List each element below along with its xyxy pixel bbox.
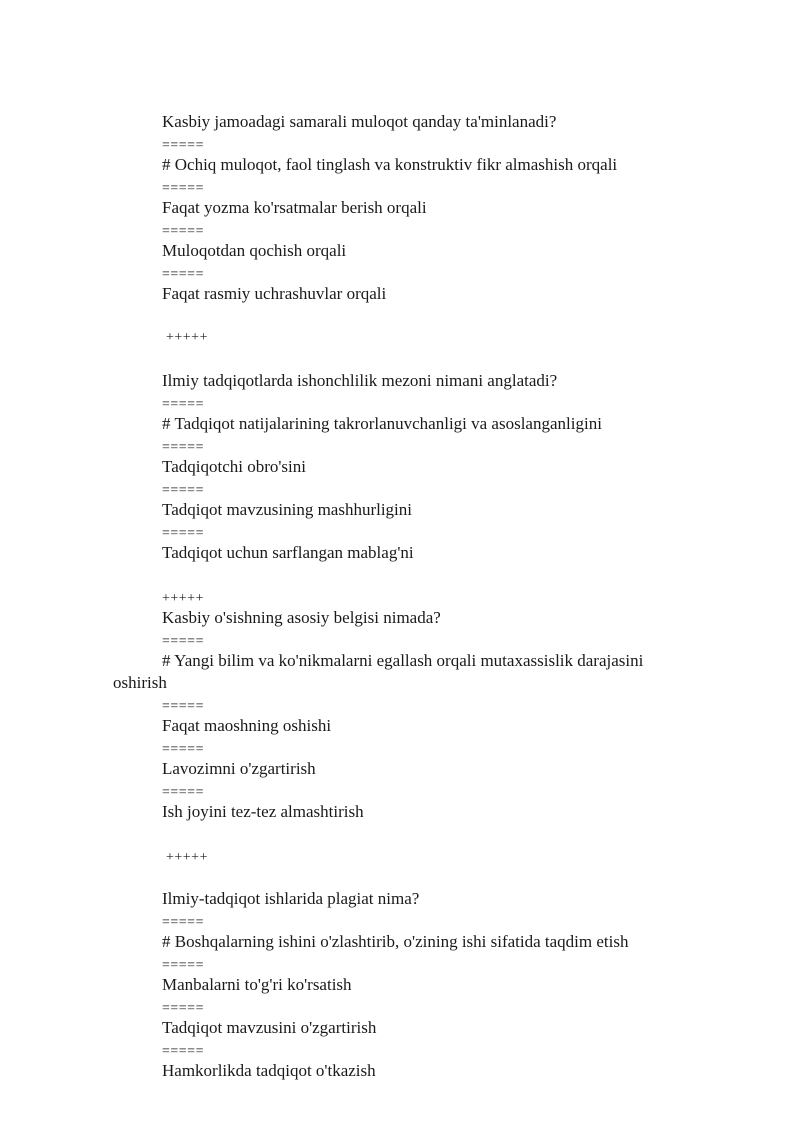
answer-option: Ish joyini tez-tez almashtirish xyxy=(162,802,364,821)
block-separator: +++++ xyxy=(166,330,208,345)
answer-option: Tadqiqot mavzusining mashhurligini xyxy=(162,500,413,519)
separator: ===== xyxy=(162,915,204,930)
answer-option: Lavozimni o'zgartirish xyxy=(162,759,316,778)
separator: ===== xyxy=(162,397,204,412)
question-2: Ilmiy tadqiqotlarda ishonchlilik mezoni nimani anglatadi? xyxy=(162,371,558,390)
answer-option: Hamkorlikda tadqiqot o'tkazish xyxy=(162,1061,376,1080)
answer-option: Muloqotdan qochish orqali xyxy=(162,241,347,260)
separator: ===== xyxy=(162,224,204,239)
block-separator: +++++ xyxy=(162,591,204,606)
answer-correct-3-continued: oshirish xyxy=(113,673,167,692)
question-3: Kasbiy o'sishning asosiy belgisi nimada? xyxy=(162,608,441,627)
separator: ===== xyxy=(162,699,204,714)
separator: ===== xyxy=(162,742,204,757)
block-separator: +++++ xyxy=(166,850,208,865)
separator: ===== xyxy=(162,483,204,498)
separator: ===== xyxy=(162,138,204,153)
separator: ===== xyxy=(162,958,204,973)
question-4: Ilmiy-tadqiqot ishlarida plagiat nima? xyxy=(162,889,420,908)
separator: ===== xyxy=(162,181,204,196)
separator: ===== xyxy=(162,634,204,649)
answer-option: Tadqiqot mavzusini o'zgartirish xyxy=(162,1018,377,1037)
answer-option: Faqat rasmiy uchrashuvlar orqali xyxy=(162,284,387,303)
answer-option: Faqat maoshning oshishi xyxy=(162,716,332,735)
answer-correct-4: # Boshqalarning ishini o'zlashtirib, o'zining ishi sifatida taqdim etish xyxy=(162,932,629,951)
answer-correct-3: # Yangi bilim va ko'nikmalarni egallash orqali mutaxassislik darajasini xyxy=(162,651,644,670)
separator: ===== xyxy=(162,440,204,455)
answer-correct-1: # Ochiq muloqot, faol tinglash va konstruktiv fikr almashish orqali xyxy=(162,155,618,174)
question-1: Kasbiy jamoadagi samarali muloqot qanday ta'minlanadi? xyxy=(162,112,557,131)
separator: ===== xyxy=(162,1001,204,1016)
answer-option: Manbalarni to'g'ri ko'rsatish xyxy=(162,975,352,994)
answer-correct-2: # Tadqiqot natijalarining takrorlanuvchanligi va asoslanganligini xyxy=(162,414,602,433)
answer-option: Tadqiqot uchun sarflangan mablag'ni xyxy=(162,543,414,562)
separator: ===== xyxy=(162,1044,204,1059)
answer-option: Faqat yozma ko'rsatmalar berish orqali xyxy=(162,198,427,217)
separator: ===== xyxy=(162,267,204,282)
answer-option: Tadqiqotchi obro'sini xyxy=(162,457,306,476)
separator: ===== xyxy=(162,785,204,800)
separator: ===== xyxy=(162,526,204,541)
